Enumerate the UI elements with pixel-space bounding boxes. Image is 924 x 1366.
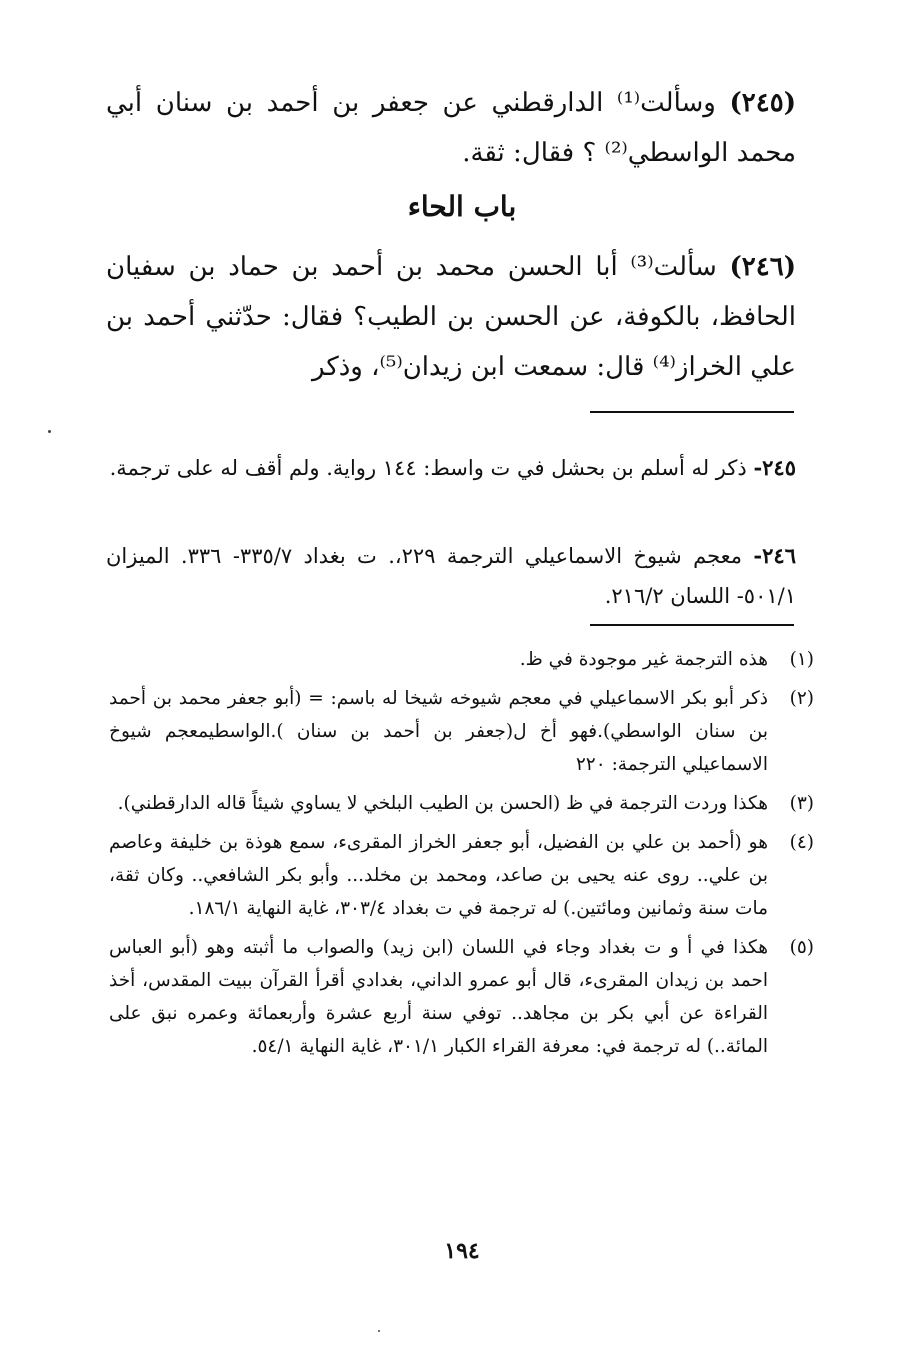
entry-246	[106, 242, 796, 392]
source-note-text: ذكر له أسلم بن بحشل في ت واسط: ١٤٤ رواية. ولم أقف له على ترجمة.	[109, 456, 747, 480]
footnote-text: هكذا في أ و ت بغداد وجاء في اللسان (ابن زيد) والصواب ما أثبته وهو (أبو العباس احمد بن زيدان المقرىء، قال أبو عمرو الداني، بغدادي أقرأ القرآن ببيت المقدس، أخذ القراءة عن أبي بكر بن مجاهد.. توفي سنة أربع عشرة وأربعمائة وعمره نبق على المائة..) له ترجمة في: معرفة القراء الكبار ٣٠١/١، غاية النهاية ٥٤/١.	[109, 937, 768, 1057]
separator-rule	[590, 411, 794, 413]
entry-number: (٢٤٦)	[729, 252, 797, 282]
footnote-text: ذكر أبو بكر الاسماعيلي في معجم شيوخه شيخا له باسم: = (أبو جعفر محمد بن أحمد بن سنان الواسطي).فهو أخ ل(جعفر بن أحمد بن سنان ).الواسطيمعجم شيوخ الاسماعيلي الترجمة: ٢٢٠	[109, 688, 768, 775]
entry-text: سألت⁽³⁾ أبا الحسن محمد بن أحمد بن حماد بن سفيان الحافظ، بالكوفة، عن الحسن بن الطيب؟ فقال: حدّثني أحمد بن علي الخراز⁽⁴⁾ قال: سمعت ابن زيدان⁽⁵⁾، وذكر	[106, 252, 796, 382]
footnote-1	[109, 643, 814, 676]
footnote-number: (٣)	[789, 793, 814, 814]
entry-text: وسألت⁽¹⁾ الدارقطني عن جعفر بن أحمد بن سنان أبي محمد الواسطي⁽²⁾ ؟ فقال: ثقة.	[106, 88, 796, 168]
footnote-5	[109, 931, 814, 1063]
section-heading: باب الحاء	[407, 190, 517, 223]
source-note-246	[106, 536, 796, 616]
footnotes	[109, 643, 814, 1069]
footnote-text: هو (أحمد بن علي بن الفضيل، أبو جعفر الخراز المقرىء، سمع هوذة بن خليفة وعاصم بن علي.. روى عنه يحيى بن صاعد، ومحمد بن مخلد... وأبو بكر الشافعي.. وكان ثقة، مات سنة وثمانين ومائتين.) له ترجمة في ت بغداد ٣٠٣/٤، غاية النهاية ١٨٦/١.	[109, 832, 768, 919]
footnote-separator-rule	[590, 624, 794, 626]
page-number: ١٩٤	[444, 1238, 480, 1264]
footnote-4	[109, 826, 814, 925]
footnote-2	[109, 682, 814, 781]
entry-number: (٢٤٥)	[729, 88, 796, 118]
footnote-number: (١)	[789, 649, 814, 670]
footnote-text: هكذا وردت الترجمة في ظ (الحسن بن الطيب البلخي لا يساوي شيئاً قاله الدارقطني).	[117, 793, 768, 814]
source-note-number: ٢٤٥-	[753, 455, 796, 480]
scan-speck	[378, 1330, 380, 1332]
footnote-number: (٥)	[789, 937, 814, 958]
source-note-245	[106, 448, 796, 488]
footnote-number: (٢)	[789, 688, 814, 709]
footnote-text: هذه الترجمة غير موجودة في ظ.	[519, 649, 768, 670]
source-note-text: معجم شيوخ الاسماعيلي الترجمة ٢٢٩،. ت بغداد ٣٣٥/٧- ٣٣٦. الميزان ٥٠١/١- اللسان ٢١٦/٢.	[106, 544, 796, 608]
scan-speck	[48, 430, 51, 433]
footnote-number: (٤)	[789, 832, 814, 853]
footnote-3	[109, 787, 814, 820]
source-note-number: ٢٤٦-	[753, 543, 796, 568]
entry-245	[106, 78, 796, 178]
